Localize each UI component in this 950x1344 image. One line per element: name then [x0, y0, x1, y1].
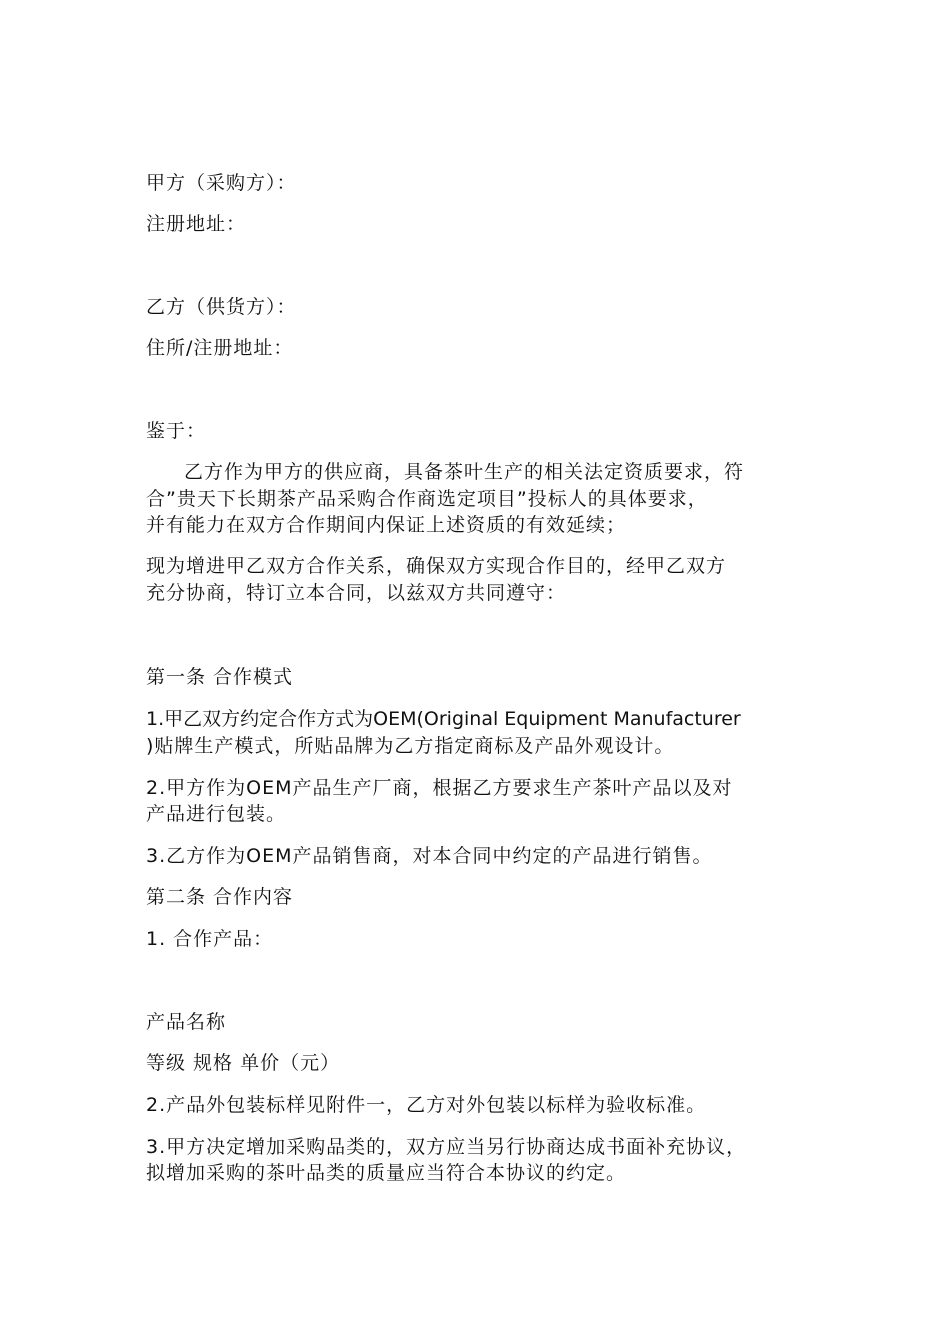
article-1-item-2-line-2: 产品进行包装。: [146, 803, 287, 825]
party-b-address-label: 住所/注册地址：: [146, 337, 294, 359]
product-table-header-columns: 等级 规格 单价（元）: [146, 1052, 341, 1074]
article-1-item-3: 3.乙方作为OEM产品销售商，对本合同中约定的产品进行销售。: [146, 845, 713, 867]
article-2-item-2: 2.产品外包装标样见附件一，乙方对外包装以标样为验收标准。: [146, 1094, 707, 1116]
article-1-item-1-line-2: )贴牌生产模式，所贴品牌为乙方指定商标及产品外观设计。: [146, 735, 675, 757]
recitals-paragraph-1-line-3: 并有能力在双方合作期间内保证上述资质的有效延续；: [146, 514, 627, 536]
article-1-heading: 第一条 合作模式: [146, 666, 294, 688]
recitals-paragraph-1-line-2: 合”贵天下长期茶产品采购合作商选定项目”投标人的具体要求，: [146, 488, 708, 510]
party-a-address-label: 注册地址：: [146, 213, 247, 235]
party-a-label: 甲方（采购方）：: [146, 172, 297, 194]
recitals-paragraph-1-line-1: 乙方作为甲方的供应商，具备茶叶生产的相关法定资质要求，符: [184, 461, 745, 483]
article-2-heading: 第二条 合作内容: [146, 886, 294, 908]
recitals-heading: 鉴于：: [146, 420, 207, 442]
recitals-paragraph-2-line-2: 充分协商，特订立本合同，以兹双方共同遵守：: [146, 582, 567, 604]
recitals-paragraph-2-line-1: 现为增进甲乙双方合作关系，确保双方实现合作目的，经甲乙双方: [146, 555, 727, 577]
article-2-item-1: 1. 合作产品：: [146, 928, 274, 950]
product-table-header-name: 产品名称: [146, 1011, 227, 1033]
article-2-item-3-line-2: 拟增加采购的茶叶品类的质量应当符合本协议的约定。: [146, 1162, 627, 1184]
article-1-item-1-line-1: 1.甲乙双方约定合作方式为OEM(Original Equipment Manufacturer: [146, 708, 741, 730]
article-2-item-3-line-1: 3.甲方决定增加采购品类的，双方应当另行协商达成书面补充协议，: [146, 1136, 747, 1158]
article-1-item-2-line-1: 2.甲方作为OEM产品生产厂商，根据乙方要求生产茶叶产品以及对: [146, 777, 733, 799]
party-b-label: 乙方（供货方）：: [146, 296, 297, 318]
